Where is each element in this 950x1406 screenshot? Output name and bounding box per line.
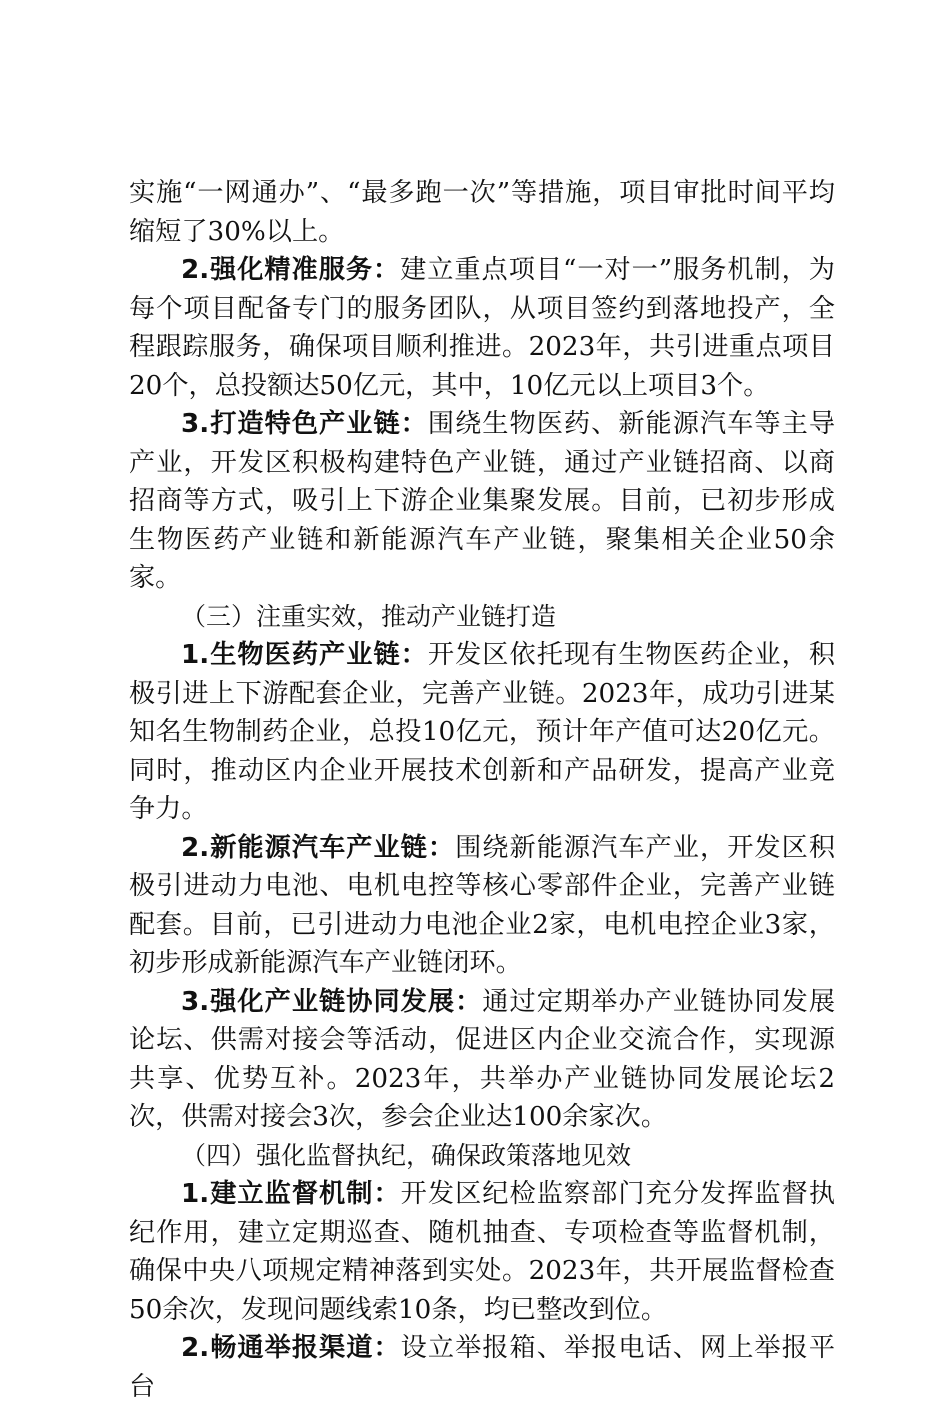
paragraph-text: 通过定期举办产业链协同发展论坛、供需对接会等活动，促进区内企业交流合作，实现源共享、优势互补。2023年，共举办产业链协同发展论坛2次，供需对接会3次，参会企业达100余家次。 [129, 986, 836, 1132]
paragraph-text: 实施“一网通办”、“最多跑一次”等措施，项目审批时间平均缩短了30%以上。 [129, 178, 835, 247]
section-heading-text: （四）强化监督执纪，确保政策落地见效 [181, 1140, 632, 1170]
paragraph-text: 开发区纪检监察部门充分发挥监督执纪作用，建立定期巡查、随机抽查、专项检查等监督机制，确保中央八项规定精神落到实处。2023年，共开展监督检查50余次，发现问题线索10条，均已整改到位。 [129, 1179, 836, 1325]
paragraph-lead: 1.建立监督机制： [181, 1179, 401, 1209]
paragraph-text: 设立举报箱、举报电话、网上举报平台 [129, 1333, 836, 1402]
paragraph [129, 1175, 835, 1329]
paragraph [129, 636, 835, 829]
paragraph-lead: 2.畅通举报渠道： [181, 1333, 401, 1363]
paragraph [129, 983, 835, 1137]
paragraph-lead: 2.强化精准服务： [181, 255, 401, 285]
paragraph-lead: 3.打造特色产业链： [181, 409, 428, 439]
paragraph [129, 405, 835, 598]
paragraph-text: 开发区依托现有生物医药企业，积极引进上下游配套企业，完善产业链。2023年，成功引进某知名生物制药企业，总投10亿元，预计年产值可达20亿元。同时，推动区内企业开展技术创新和产品研发，提高产业竞争力。 [129, 640, 836, 824]
paragraph-text: 围绕新能源汽车产业，开发区积极引进动力电池、电机电控等核心零部件企业，完善产业链配套。目前，已引进动力电池企业2家，电机电控企业3家，初步形成新能源汽车产业链闭环。 [129, 832, 836, 978]
paragraph-text: 建立重点项目“一对一”服务机制，为每个项目配备专门的服务团队，从项目签约到落地投产，全程跟踪服务，确保项目顺利推进。2023年，共引进重点项目20个，总投额达50亿元，其中，10亿元以上项目3个。 [129, 255, 835, 401]
paragraph [129, 829, 835, 983]
section-heading [129, 598, 835, 637]
paragraph [129, 174, 835, 251]
paragraph-text: 围绕生物医药、新能源汽车等主导产业，开发区积极构建特色产业链，通过产业链招商、以商招商等方式，吸引上下游企业集聚发展。目前，已初步形成生物医药产业链和新能源汽车产业链，聚集相关企业50余家。 [129, 409, 836, 593]
paragraph [129, 1329, 835, 1406]
section-heading-text: （三）注重实效，推动产业链打造 [181, 601, 557, 631]
section-heading [129, 1137, 835, 1176]
paragraph [129, 251, 835, 405]
paragraph-lead: 2.新能源汽车产业链： [181, 832, 456, 863]
paragraph-lead: 3.强化产业链协同发展： [181, 986, 483, 1017]
document-body [129, 174, 835, 1406]
paragraph-lead: 1.生物医药产业链： [181, 640, 428, 670]
